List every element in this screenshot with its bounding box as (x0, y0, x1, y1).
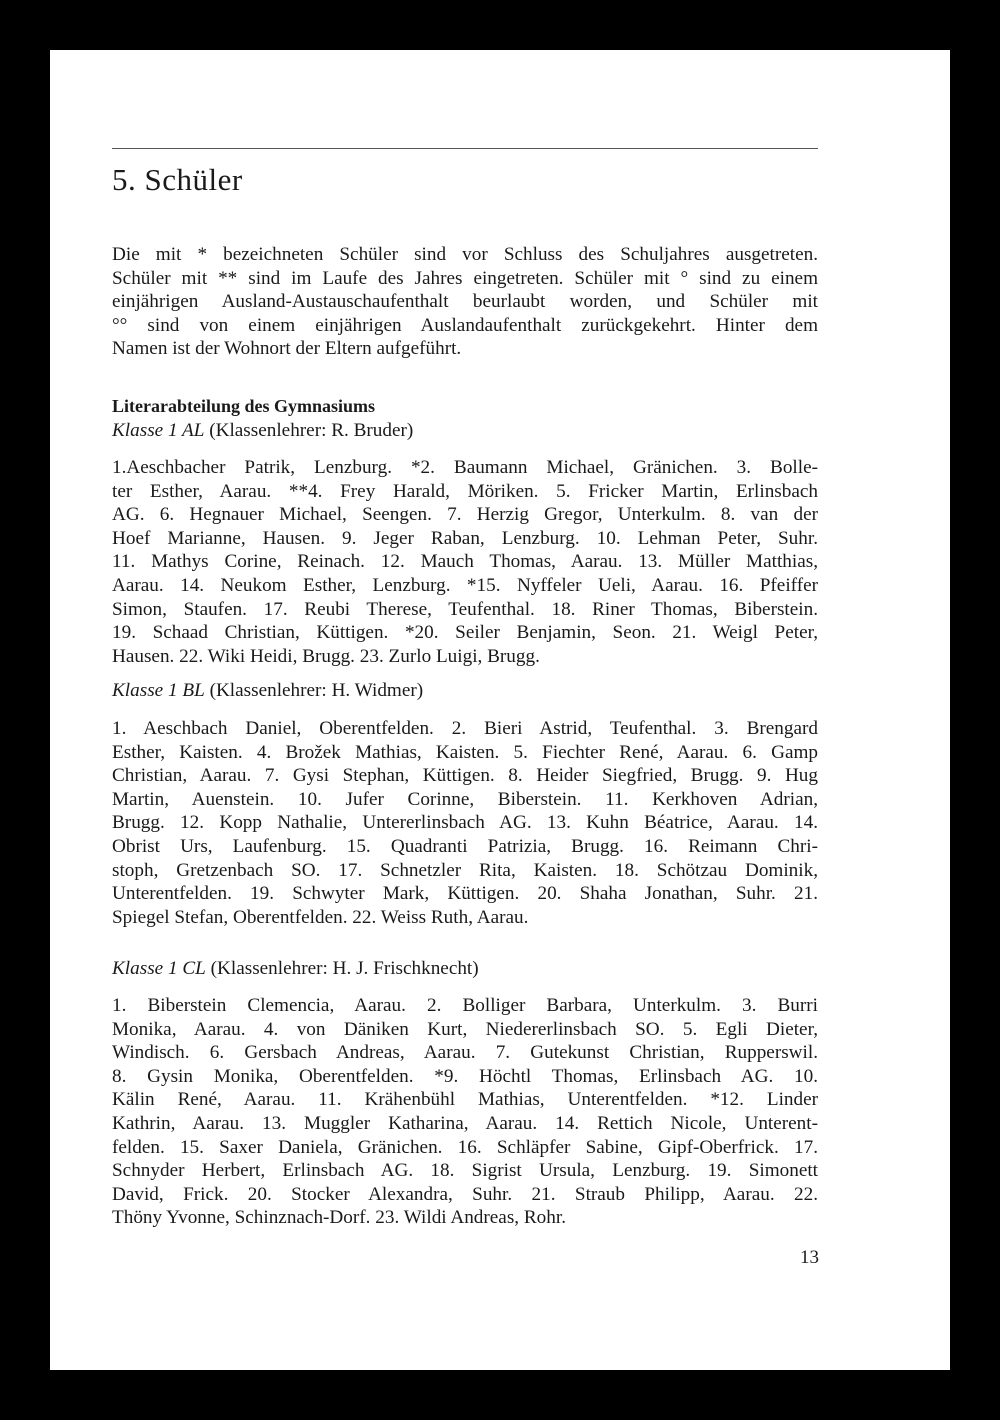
text-line: Thöny Yvonne, Schinznach-Dorf. 23. Wildi Andreas, Rohr. (112, 1207, 566, 1229)
text-line: 1. Biberstein Clemencia, Aarau. 2. Bolliger Barbara, Unterkulm. 3. Burri (112, 995, 818, 1016)
text-line: 8. Gysin Monika, Oberentfelden. *9. Höchtl Thomas, Erlinsbach AG. 10. (112, 1065, 818, 1087)
text-line: Unterentfelden. 19. Schwyter Mark, Küttigen. 20. Shaha Jonathan, Suhr. 21. (112, 883, 818, 905)
text-line: Monika, Aarau. 4. von Däniken Kurt, Niedererlinsbach SO. 5. Egli Dieter, (112, 1018, 818, 1040)
text-line: Esther, Kaisten. 4. Brožek Mathias, Kaisten. 5. Fiechter René, Aarau. 6. Gamp (112, 741, 818, 763)
class-name: Klasse 1 BL (112, 680, 205, 701)
class-list-1bl (112, 717, 818, 929)
document-page (50, 50, 950, 1370)
text-line: 1. Aeschbach Daniel, Oberentfelden. 2. Bieri Astrid, Teufenthal. 3. Brengard (112, 718, 818, 739)
text-line: Windisch. 6. Gersbach Andreas, Aarau. 7. Gutekunst Christian, Rupperswil. (112, 1042, 818, 1064)
class-teacher: (Klassenlehrer: R. Bruder) (209, 420, 414, 441)
text-line: felden. 15. Saxer Daniela, Gränichen. 16. Schläpfer Sabine, Gipf-Oberfrick. 17. (112, 1136, 818, 1158)
top-rule (112, 148, 818, 149)
class-heading-1cl (112, 958, 479, 980)
text-line: Spiegel Stefan, Oberentfelden. 22. Weiss Ruth, Aarau. (112, 906, 529, 928)
page-number: 13 (800, 1247, 819, 1268)
class-name: Klasse 1 CL (112, 958, 206, 979)
text-line: 1.Aeschbacher Patrik, Lenzburg. *2. Baumann Michael, Gränichen. 3. Bolle- (112, 457, 818, 478)
text-line: Obrist Urs, Laufenburg. 15. Quadranti Patrizia, Brugg. 16. Reimann Chri- (112, 835, 818, 857)
text-line: stoph, Gretzenbach SO. 17. Schnetzler Rita, Kaisten. 18. Schötzau Dominik, (112, 859, 818, 881)
text-line: Aarau. 14. Neukom Esther, Lenzburg. *15. Nyffeler Ueli, Aarau. 16. Pfeiffer (112, 574, 818, 596)
text-line: 19. Schaad Christian, Küttigen. *20. Seiler Benjamin, Seon. 21. Weigl Peter, (112, 622, 818, 644)
text-line: 11. Mathys Corine, Reinach. 12. Mauch Thomas, Aarau. 13. Müller Matthias, (112, 551, 818, 573)
intro-paragraph (112, 243, 818, 361)
class-list-1al (112, 456, 818, 668)
text-line: ter Esther, Aarau. **4. Frey Harald, Möriken. 5. Fricker Martin, Erlinsbach (112, 480, 818, 502)
class-name: Klasse 1 AL (112, 420, 205, 441)
department-heading: Literarabteilung des Gymnasiums (112, 396, 376, 416)
text-line: Schüler mit ** sind im Laufe des Jahres eingetreten. Schüler mit ° sind zu einem (112, 267, 818, 289)
text-line: AG. 6. Hegnauer Michael, Seengen. 7. Herzig Gregor, Unterkulm. 8. van der (112, 504, 818, 526)
text-line: Die mit * bezeichneten Schüler sind vor Schluss des Schuljahres ausgetreten. (112, 244, 818, 265)
text-line: einjährigen Ausland-Austauschaufenthalt beurlaubt worden, und Schüler mit (112, 291, 818, 313)
text-line: Christian, Aarau. 7. Gysi Stephan, Küttigen. 8. Heider Siegfried, Brugg. 9. Hug (112, 765, 818, 787)
text-line: Kälin René, Aarau. 11. Krähenbühl Mathias, Unterentfelden. *12. Linder (112, 1089, 818, 1111)
text-line: Hausen. 22. Wiki Heidi, Brugg. 23. Zurlo Luigi, Brugg. (112, 645, 540, 667)
class-list-1cl (112, 994, 818, 1230)
text-line: Simon, Staufen. 17. Reubi Therese, Teufenthal. 18. Riner Thomas, Biberstein. (112, 598, 818, 620)
text-line: Brugg. 12. Kopp Nathalie, Untererlinsbach AG. 13. Kuhn Béatrice, Aarau. 14. (112, 812, 818, 834)
text-line: Schnyder Herbert, Erlinsbach AG. 18. Sigrist Ursula, Lenzburg. 19. Simonett (112, 1160, 818, 1182)
class-heading-1al (112, 420, 413, 442)
text-line: Kathrin, Aarau. 13. Muggler Katharina, Aarau. 14. Rettich Nicole, Unterent- (112, 1112, 818, 1134)
text-line: Namen ist der Wohnort der Eltern aufgeführt. (112, 338, 462, 360)
class-teacher: (Klassenlehrer: H. Widmer) (209, 680, 424, 701)
class-heading-1bl (112, 680, 423, 702)
text-line: °° sind von einem einjährigen Auslandaufenthalt zurückgekehrt. Hinter dem (112, 314, 818, 336)
class-teacher: (Klassenlehrer: H. J. Frischknecht) (210, 958, 479, 979)
text-line: Martin, Auenstein. 10. Jufer Corinne, Biberstein. 11. Kerkhoven Adrian, (112, 788, 818, 810)
text-line: Hoef Marianne, Hausen. 9. Jeger Raban, Lenzburg. 10. Lehman Peter, Suhr. (112, 527, 818, 549)
section-title: 5. Schüler (112, 162, 243, 197)
text-line: David, Frick. 20. Stocker Alexandra, Suhr. 21. Straub Philipp, Aarau. 22. (112, 1183, 818, 1205)
